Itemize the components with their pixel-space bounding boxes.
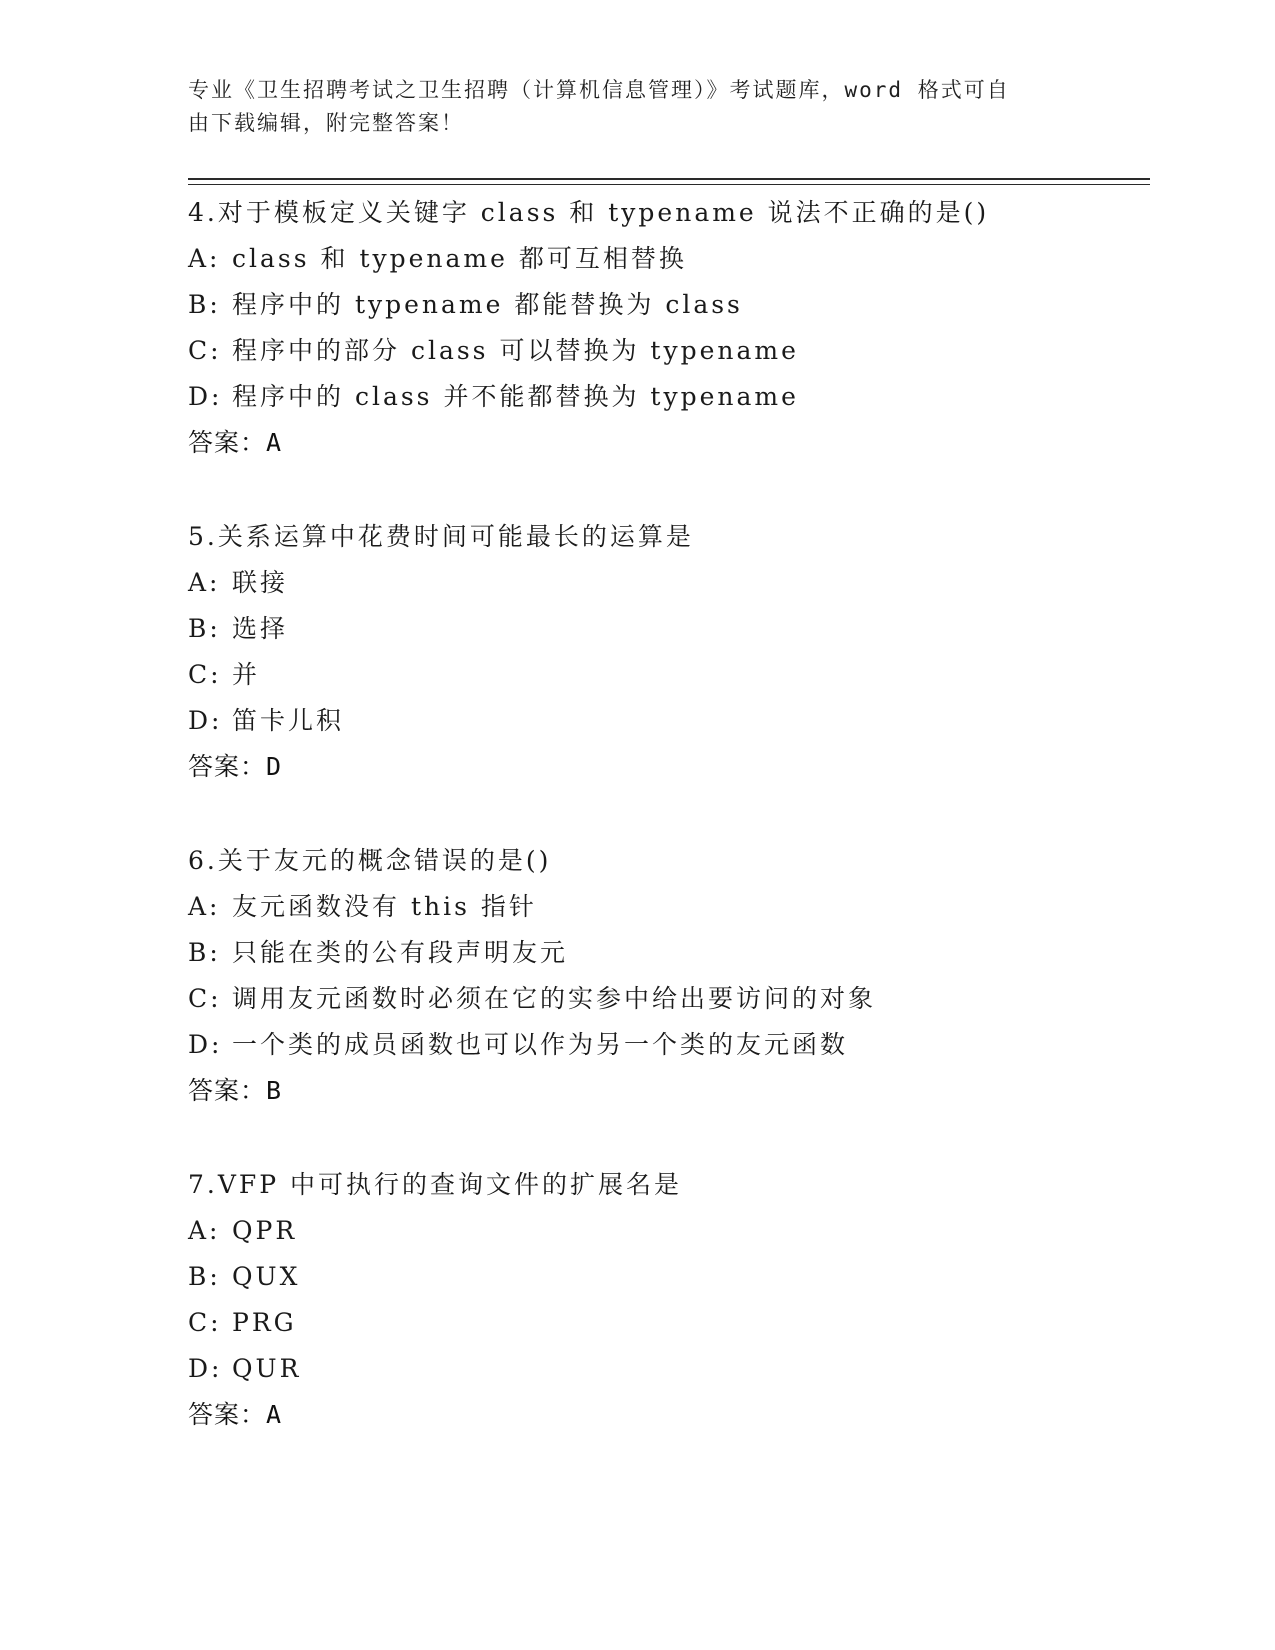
option-letter: B:	[188, 1262, 221, 1291]
question-block	[188, 514, 1148, 790]
answer-line: 答案：B	[188, 1076, 283, 1105]
option-a	[188, 560, 1148, 606]
option-a	[188, 884, 1148, 930]
option-a	[188, 236, 1148, 282]
option-letter: A:	[188, 244, 221, 273]
option-letter: C:	[188, 1308, 222, 1337]
option-c	[188, 652, 1148, 698]
option-d	[188, 1022, 1148, 1068]
option-text: 程序中的部分 class 可以替换为 typename	[232, 336, 799, 365]
option-letter: B:	[188, 938, 221, 967]
option-b	[188, 606, 1148, 652]
header-divider-thick	[188, 178, 1150, 180]
question-stem: 5.关系运算中花费时间可能最长的运算是	[188, 522, 694, 551]
question-stem: 6.关于友元的概念错误的是()	[188, 846, 552, 875]
option-text: QPR	[232, 1216, 298, 1245]
option-letter: D:	[188, 382, 223, 411]
question-block	[188, 838, 1148, 1114]
question-list	[188, 190, 1148, 1486]
option-letter: D:	[188, 1354, 223, 1383]
option-b	[188, 1254, 1148, 1300]
option-text: 只能在类的公有段声明友元	[232, 938, 569, 967]
option-d	[188, 374, 1148, 420]
option-text: class 和 typename 都可互相替换	[232, 244, 687, 273]
option-letter: A:	[188, 568, 221, 597]
option-d	[188, 698, 1148, 744]
question-stem: 4.对于模板定义关键字 class 和 typename 说法不正确的是()	[188, 198, 990, 227]
option-text: 一个类的成员函数也可以作为另一个类的友元函数	[232, 1030, 849, 1059]
document-header	[188, 74, 1068, 140]
option-letter: C:	[188, 336, 222, 365]
option-text: PRG	[232, 1308, 297, 1337]
option-text: 并	[232, 660, 261, 689]
option-text: 程序中的 class 并不能都替换为 typename	[232, 382, 799, 411]
option-text: QUR	[232, 1354, 302, 1383]
option-c	[188, 1300, 1148, 1346]
option-text: 调用友元函数时必须在它的实参中给出要访问的对象	[232, 984, 877, 1013]
option-text: 友元函数没有 this 指针	[232, 892, 537, 921]
option-b	[188, 930, 1148, 976]
option-letter: D:	[188, 706, 223, 735]
answer-line: 答案：A	[188, 1400, 283, 1429]
option-a	[188, 1208, 1148, 1254]
option-letter: C:	[188, 660, 222, 689]
option-c	[188, 976, 1148, 1022]
header-divider-thin	[188, 184, 1150, 185]
option-text: 笛卡儿积	[232, 706, 345, 735]
option-letter: B:	[188, 614, 221, 643]
option-letter: A:	[188, 1216, 221, 1245]
question-stem: 7.VFP 中可执行的查询文件的扩展名是	[188, 1170, 683, 1199]
question-block	[188, 190, 1148, 466]
answer-line: 答案：A	[188, 428, 283, 457]
option-text: 选择	[232, 614, 289, 643]
option-d	[188, 1346, 1148, 1392]
option-text: 程序中的 typename 都能替换为 class	[232, 290, 743, 319]
option-letter: A:	[188, 892, 221, 921]
header-line-1: 专业《卫生招聘考试之卫生招聘（计算机信息管理）》考试题库，word 格式可自	[188, 78, 1010, 102]
header-line-2: 由下载编辑，附完整答案！	[188, 111, 464, 135]
option-letter: B:	[188, 290, 221, 319]
option-b	[188, 282, 1148, 328]
answer-line: 答案：D	[188, 752, 283, 781]
option-letter: C:	[188, 984, 222, 1013]
option-text: 联接	[232, 568, 289, 597]
question-block	[188, 1162, 1148, 1438]
option-c	[188, 328, 1148, 374]
option-letter: D:	[188, 1030, 223, 1059]
option-text: QUX	[232, 1262, 301, 1291]
